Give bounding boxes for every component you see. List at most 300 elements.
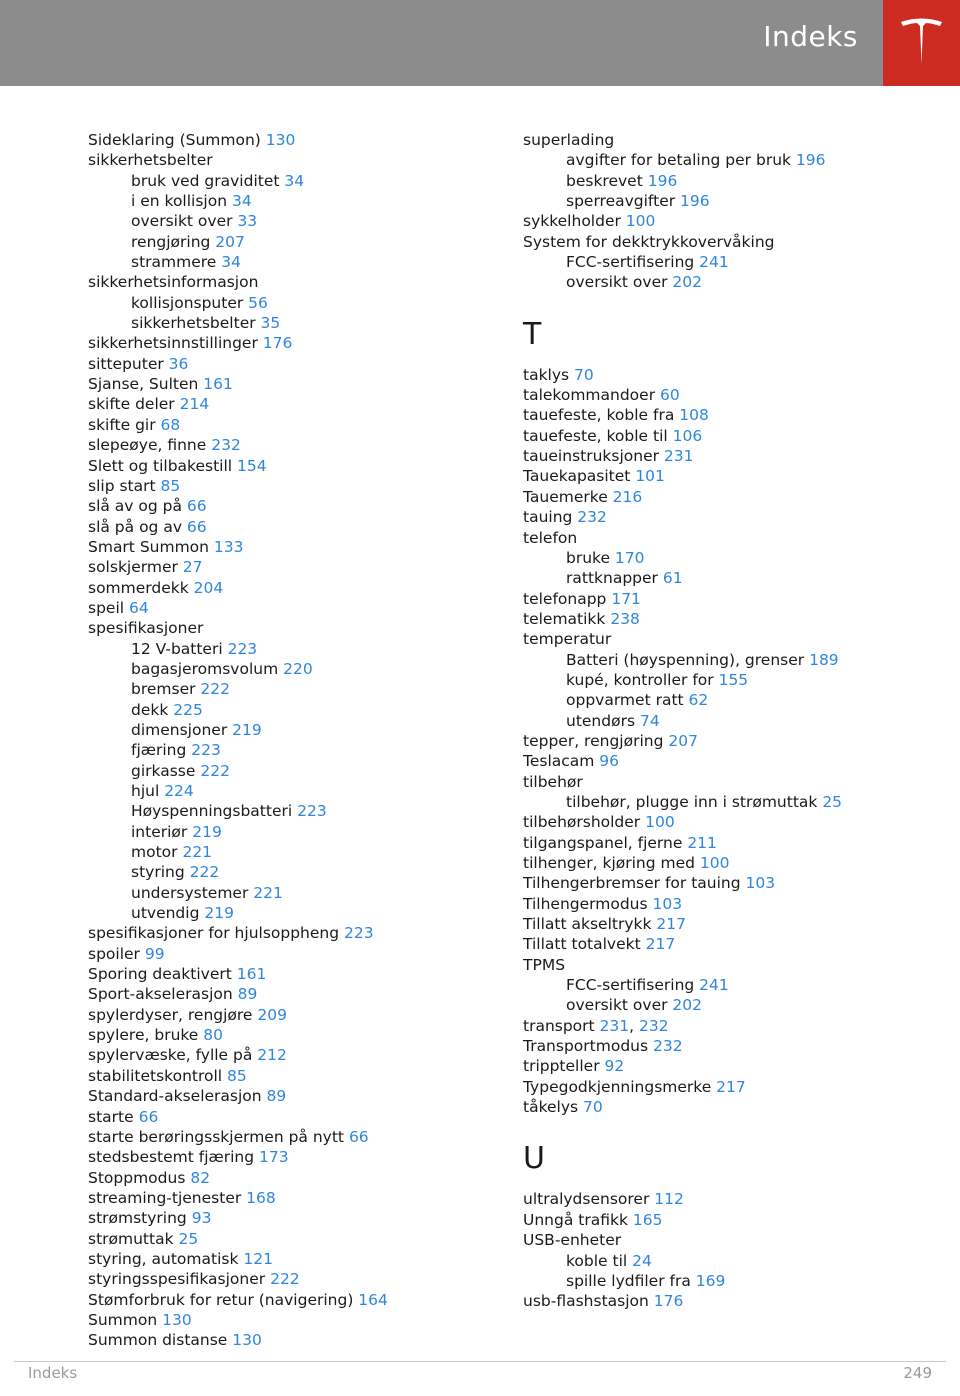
index-subentry (523, 711, 943, 731)
page-link[interactable]: 168 (246, 1188, 276, 1207)
index-term: interiør (131, 822, 193, 841)
index-term: spoiler (88, 944, 145, 963)
index-subentry (88, 761, 508, 781)
index-entry (523, 405, 943, 425)
page-link[interactable]: 176 (262, 334, 293, 353)
index-column-right (523, 130, 943, 1312)
page-link[interactable]: 130 (232, 1331, 262, 1350)
index-subentry (88, 191, 508, 211)
index-entry: transport 231, 232 (523, 1016, 669, 1035)
page-link[interactable]: 155 (718, 670, 749, 689)
index-term: undersystemer (131, 883, 254, 902)
index-subentry (88, 822, 508, 842)
index-entry (523, 1189, 943, 1209)
page-link[interactable]: 217 (645, 935, 676, 954)
index-term: USB-enheter (523, 1231, 622, 1250)
page-link[interactable]: 196 (680, 192, 710, 211)
page-link[interactable]: 62 (688, 691, 709, 710)
index-subentry (523, 1271, 943, 1291)
page-link[interactable]: 36 (168, 354, 189, 373)
page-link[interactable]: 189 (809, 650, 839, 669)
index-term: Summon distanse (88, 1331, 233, 1350)
page-title: Indeks (763, 20, 858, 53)
page-link[interactable]: 161 (203, 375, 233, 394)
page-link[interactable]: 85 (160, 476, 181, 495)
index-entry (523, 1210, 943, 1230)
page-link[interactable]: 231 (663, 447, 694, 466)
page-link[interactable]: 154 (237, 456, 267, 475)
index-term: sykkelholder (523, 212, 626, 231)
index-entry (88, 1086, 508, 1106)
page-link[interactable]: 221 (182, 843, 213, 862)
page-link[interactable]: 106 (672, 426, 703, 445)
index-term: tauefeste, koble til (523, 426, 673, 445)
index-term: utendørs (566, 711, 640, 730)
footer-section-label: Indeks (28, 1364, 78, 1382)
page-link[interactable]: 217 (656, 915, 686, 934)
index-subentry (523, 995, 943, 1015)
page-link[interactable]: 211 (687, 833, 717, 852)
page-link[interactable]: 74 (639, 711, 660, 730)
page-link[interactable]: 196 (647, 171, 678, 190)
page-link[interactable]: 232 (639, 1016, 669, 1035)
index-term: utvendig (131, 904, 205, 923)
index-entry (88, 130, 508, 150)
page-link[interactable]: 225 (173, 700, 203, 719)
index-term: sommerdekk (88, 578, 194, 597)
header-bar (0, 0, 960, 86)
index-term: spesifikasjoner for hjulsoppheng (88, 924, 345, 943)
index-term: bremser (131, 680, 201, 699)
index-entry (523, 211, 943, 231)
page-link[interactable]: 34 (284, 171, 305, 190)
page-link[interactable]: 70 (574, 365, 594, 384)
index-subentry (88, 781, 508, 801)
index-term: bagasjeromsvolum (131, 659, 284, 678)
page-link[interactable]: 217 (716, 1077, 746, 1096)
index-term: streaming-tjenester (88, 1188, 247, 1207)
index-term: slå av og på (88, 497, 187, 516)
page-link[interactable]: 82 (190, 1168, 211, 1187)
page-link[interactable]: 232 (652, 1037, 683, 1056)
index-entry (523, 914, 943, 934)
page-link[interactable]: 66 (186, 497, 207, 516)
page-link[interactable]: 204 (193, 578, 224, 597)
index-entry (88, 1127, 508, 1147)
index-entry (88, 923, 508, 943)
index-entry (88, 1269, 508, 1289)
index-term: oversikt over (566, 996, 673, 1015)
index-term: strømstyring (88, 1209, 192, 1228)
index-term: skifte gir (88, 415, 161, 434)
index-term: taueinstruksjoner (523, 447, 664, 466)
index-term: talekommandoer (523, 386, 661, 405)
index-entry (523, 955, 943, 975)
index-entry (88, 578, 508, 598)
index-term: FCC-sertifisering (566, 253, 700, 272)
index-term: stabilitetskontroll (88, 1066, 228, 1085)
index-term: starte (88, 1107, 139, 1126)
index-term: temperatur (523, 630, 612, 649)
index-entry (88, 1025, 508, 1045)
page-link[interactable]: 165 (632, 1210, 663, 1229)
index-subentry (523, 568, 943, 588)
page-link[interactable]: 103 (745, 874, 776, 893)
page-link[interactable]: 93 (191, 1209, 212, 1228)
index-subentry (523, 690, 943, 710)
index-term: spylere, bruke (88, 1026, 204, 1045)
index-term: sikkerhetsbelter (131, 314, 261, 333)
index-subentry (88, 720, 508, 740)
index-entry (88, 415, 508, 435)
index-entry (88, 394, 508, 414)
index-subentry (523, 650, 943, 670)
page-link[interactable]: 68 (160, 415, 181, 434)
page-link[interactable]: 100 (625, 212, 656, 231)
index-entry (88, 1188, 508, 1208)
page-link[interactable]: 231 (599, 1016, 630, 1035)
index-term: bruk ved graviditet (131, 171, 285, 190)
index-entry (523, 934, 943, 954)
index-entry (88, 456, 508, 476)
index-term: Summon (88, 1310, 163, 1329)
section-letter: T (523, 316, 542, 352)
page-link[interactable]: 101 (635, 467, 665, 486)
index-term: ultralydsensorer (523, 1190, 655, 1209)
page-link[interactable]: 92 (604, 1057, 625, 1076)
index-entry (523, 1230, 943, 1250)
index-term: spylerdyser, rengjøre (88, 1005, 258, 1024)
index-term: i en kollisjon (131, 192, 232, 211)
page-link[interactable]: 196 (795, 151, 826, 170)
index-term: oppvarmet ratt (566, 691, 689, 710)
index-entry (88, 517, 508, 537)
page-link[interactable]: 61 (662, 569, 683, 588)
footer-divider (14, 1361, 946, 1362)
index-entry (523, 446, 943, 466)
tesla-logo-icon (899, 16, 944, 68)
index-entry (88, 618, 508, 638)
index-entry (523, 833, 943, 853)
index-term: koble til (566, 1251, 633, 1270)
page-link[interactable]: 238 (610, 609, 640, 628)
index-term: Standard-akselerasjon (88, 1087, 267, 1106)
index-term: tilgangspanel, fjerne (523, 833, 688, 852)
index-subentry (523, 1251, 943, 1271)
page-link[interactable]: 222 (200, 680, 231, 699)
index-entry (523, 426, 943, 446)
index-entry (88, 354, 508, 374)
page-link[interactable]: 130 (265, 131, 296, 149)
index-term: strømuttak (88, 1229, 179, 1248)
page-link[interactable]: 224 (164, 782, 194, 800)
index-term: taklys (523, 365, 575, 384)
index-term: solskjermer (88, 558, 183, 577)
index-subentry (523, 792, 943, 812)
index-term: styring, automatisk (88, 1249, 244, 1268)
index-subentry (88, 659, 508, 679)
index-term: Smart Summon (88, 537, 214, 556)
index-subentry (523, 975, 943, 995)
index-entry (88, 964, 508, 984)
page-link[interactable]: 96 (599, 752, 620, 771)
page-link[interactable]: 66 (186, 517, 207, 536)
index-term: superlading (523, 131, 615, 149)
index-entry (523, 731, 943, 751)
index-entry (88, 1005, 508, 1025)
index-term: Slett og tilbakestill (88, 456, 237, 475)
index-term: Sideklaring (Summon) (88, 131, 266, 149)
index-entry (523, 130, 943, 150)
index-subentry (88, 801, 508, 821)
index-term: slå på og av (88, 517, 187, 536)
index-subentry (88, 862, 508, 882)
page-link[interactable]: 100 (699, 854, 730, 872)
page-link[interactable]: 232 (577, 508, 607, 527)
index-entry (523, 812, 943, 832)
index-entry (88, 333, 508, 353)
page-link[interactable]: 232 (211, 436, 241, 455)
index-entry (88, 435, 508, 455)
index-term: Transportmodus (523, 1037, 653, 1056)
index-term: tepper, rengjøring (523, 731, 669, 750)
index-subentry (88, 639, 508, 659)
page-link[interactable]: 222 (189, 863, 220, 882)
index-entry (523, 232, 943, 252)
page-link[interactable]: 24 (632, 1251, 652, 1270)
index-entry (88, 476, 508, 496)
index-term: trippteller (523, 1057, 605, 1076)
index-term: telefon (523, 528, 578, 547)
page-link[interactable]: 171 (611, 589, 641, 608)
index-subentry (88, 293, 508, 313)
page-link[interactable]: 34 (231, 192, 252, 211)
index-term: bruke (566, 548, 615, 567)
index-entry (88, 272, 508, 292)
index-term: Sport-akselerasjon (88, 985, 238, 1004)
page-link[interactable]: 89 (266, 1087, 287, 1106)
index-subentry (523, 670, 943, 690)
index-term: slepeøye, finne (88, 436, 212, 455)
index-term: kupé, kontroller for (566, 670, 719, 689)
index-term: slip start (88, 476, 161, 495)
index-term: Teslacam (523, 752, 600, 771)
page-link[interactable]: 207 (668, 731, 698, 750)
page-link[interactable]: 214 (179, 395, 210, 414)
page-link[interactable]: 220 (283, 659, 313, 678)
index-term: tilbehørsholder (523, 813, 646, 832)
index-term: Sjanse, Sulten (88, 375, 204, 394)
index-term: speil (88, 598, 129, 617)
page-link[interactable]: 121 (243, 1249, 273, 1268)
index-entry (88, 1147, 508, 1167)
index-term: avgifter for betaling per bruk (566, 151, 796, 170)
index-term: telematikk (523, 609, 611, 628)
index-subentry (88, 679, 508, 699)
page-link[interactable]: 170 (614, 548, 645, 567)
index-term: oversikt over (131, 212, 238, 231)
page-link[interactable]: 223 (227, 639, 258, 658)
page-link[interactable]: 173 (259, 1148, 289, 1167)
page-link[interactable]: 108 (679, 406, 709, 425)
index-term: Batteri (høyspenning), grenser (566, 650, 810, 669)
page-link[interactable]: 223 (344, 924, 374, 943)
index-term: Sporing deaktivert (88, 965, 237, 984)
page-link[interactable]: 66 (348, 1127, 369, 1146)
index-term: oversikt over (566, 273, 673, 292)
page-link[interactable]: 207 (215, 232, 245, 251)
index-term: transport (523, 1016, 600, 1035)
index-entry (88, 1229, 508, 1249)
index-term: Høyspenningsbatteri (131, 802, 298, 821)
page-link[interactable]: 66 (138, 1107, 159, 1126)
page-link[interactable]: 133 (213, 537, 244, 556)
index-term: System for dekktrykkovervåking (523, 232, 775, 251)
index-entry (523, 487, 943, 507)
page-link[interactable]: 202 (672, 273, 703, 292)
page-link[interactable]: 35 (260, 314, 281, 333)
index-subentry (88, 740, 508, 760)
page-link[interactable]: 34 (221, 253, 241, 272)
index-term: Tauekapasitet (523, 467, 636, 486)
page-link[interactable]: 222 (270, 1270, 300, 1289)
index-term: tauefeste, koble fra (523, 406, 680, 425)
page-link[interactable]: 176 (653, 1292, 684, 1311)
index-entry (523, 853, 943, 873)
page-link[interactable]: 103 (652, 894, 683, 913)
page-link[interactable]: 209 (257, 1005, 287, 1024)
index-subentry (523, 171, 943, 191)
index-entry (523, 772, 943, 792)
index-entry (88, 1290, 508, 1310)
index-entry (88, 1066, 508, 1086)
index-entry (523, 1077, 943, 1097)
page-link[interactable]: 85 (227, 1066, 247, 1085)
index-entry (88, 984, 508, 1004)
index-term: tilbehør (523, 772, 583, 791)
index-term: Tillatt totalvekt (523, 935, 646, 954)
index-term: starte berøringsskjermen på nytt (88, 1127, 349, 1146)
page-link[interactable]: 241 (699, 976, 729, 995)
page-link[interactable]: 64 (129, 598, 149, 617)
index-entry (88, 1107, 508, 1127)
page-link[interactable]: 70 (583, 1098, 603, 1117)
page-link[interactable]: 223 (297, 802, 327, 821)
index-term: tilhenger, kjøring med (523, 854, 700, 872)
index-term: styring (131, 863, 190, 882)
page-link[interactable]: 219 (232, 720, 262, 739)
index-entry (523, 894, 943, 914)
page-link[interactable]: 219 (204, 904, 234, 923)
index-term: tåkelys (523, 1098, 584, 1117)
index-subentry (88, 842, 508, 862)
index-term: stedsbestemt fjæring (88, 1148, 260, 1167)
index-entry (88, 1249, 508, 1269)
page-link[interactable]: 112 (654, 1190, 684, 1209)
page-link[interactable]: 99 (144, 944, 165, 963)
page-link[interactable]: 222 (200, 761, 230, 780)
index-subentry (523, 191, 943, 211)
index-entry (523, 1097, 943, 1117)
index-term: rattknapper (566, 569, 663, 588)
index-entry (523, 1291, 943, 1311)
page-link[interactable]: 25 (822, 792, 843, 811)
page-link[interactable]: 161 (236, 965, 267, 984)
page-link[interactable]: 27 (182, 558, 203, 577)
page-link[interactable]: 25 (178, 1229, 199, 1248)
page-link[interactable]: 212 (257, 1046, 287, 1065)
page-link[interactable]: 202 (672, 996, 703, 1015)
index-subentry (88, 171, 508, 191)
page-link[interactable]: 33 (237, 212, 258, 231)
index-entry (523, 385, 943, 405)
index-term: girkasse (131, 761, 201, 780)
index-term: sperreavgifter (566, 192, 681, 211)
index-entry (523, 751, 943, 771)
page-link[interactable]: 241 (699, 253, 729, 272)
index-subentry (88, 700, 508, 720)
page-link[interactable]: 223 (191, 741, 221, 760)
index-entry (523, 873, 943, 893)
index-term: Stømforbruk for retur (navigering) (88, 1290, 359, 1309)
page-link[interactable]: 56 (248, 293, 268, 312)
page-link[interactable]: 89 (237, 985, 258, 1004)
index-term: Tillatt akseltrykk (523, 915, 657, 934)
index-term: skifte deler (88, 395, 180, 414)
index-term: sikkerhetsinnstillinger (88, 334, 263, 353)
index-subentry (88, 883, 508, 903)
index-entry (88, 1045, 508, 1065)
page-link[interactable]: 164 (358, 1290, 388, 1309)
index-subentry (88, 313, 508, 333)
page-link[interactable]: 80 (203, 1026, 224, 1045)
index-term: kollisjonsputer (131, 293, 249, 312)
index-entry (88, 1310, 508, 1330)
index-term: strammere (131, 253, 222, 272)
index-term: sikkerhetsinformasjon (88, 273, 259, 292)
index-subentry (523, 252, 943, 272)
page-link[interactable]: 216 (612, 487, 643, 506)
page-link[interactable]: 221 (253, 883, 283, 902)
page-link[interactable]: 60 (660, 386, 680, 405)
index-entry (88, 1168, 508, 1188)
index-term: telefonapp (523, 589, 612, 608)
index-term: dekk (131, 700, 174, 719)
index-entry (523, 1036, 943, 1056)
page-link[interactable]: 130 (162, 1310, 192, 1329)
index-subentry (523, 548, 943, 568)
index-term: Tauemerke (523, 487, 613, 506)
brand-logo (883, 0, 960, 86)
index-entry (523, 507, 943, 527)
index-entry (88, 150, 508, 170)
index-term: tauing (523, 508, 578, 527)
index-entry (88, 496, 508, 516)
index-entry (88, 1330, 508, 1350)
index-entry (88, 557, 508, 577)
index-entry (88, 1208, 508, 1228)
index-entry (523, 589, 943, 609)
index-subentry (88, 232, 508, 252)
page-link[interactable]: 169 (695, 1271, 726, 1290)
page-link[interactable]: 219 (192, 822, 222, 841)
index-entry (523, 609, 943, 629)
index-term: usb-flashstasjon (523, 1292, 654, 1311)
index-entry (523, 629, 943, 649)
page-link[interactable]: 100 (645, 813, 675, 832)
index-term: hjul (131, 782, 165, 800)
index-term: Tilhengerbremser for tauing (523, 874, 746, 893)
